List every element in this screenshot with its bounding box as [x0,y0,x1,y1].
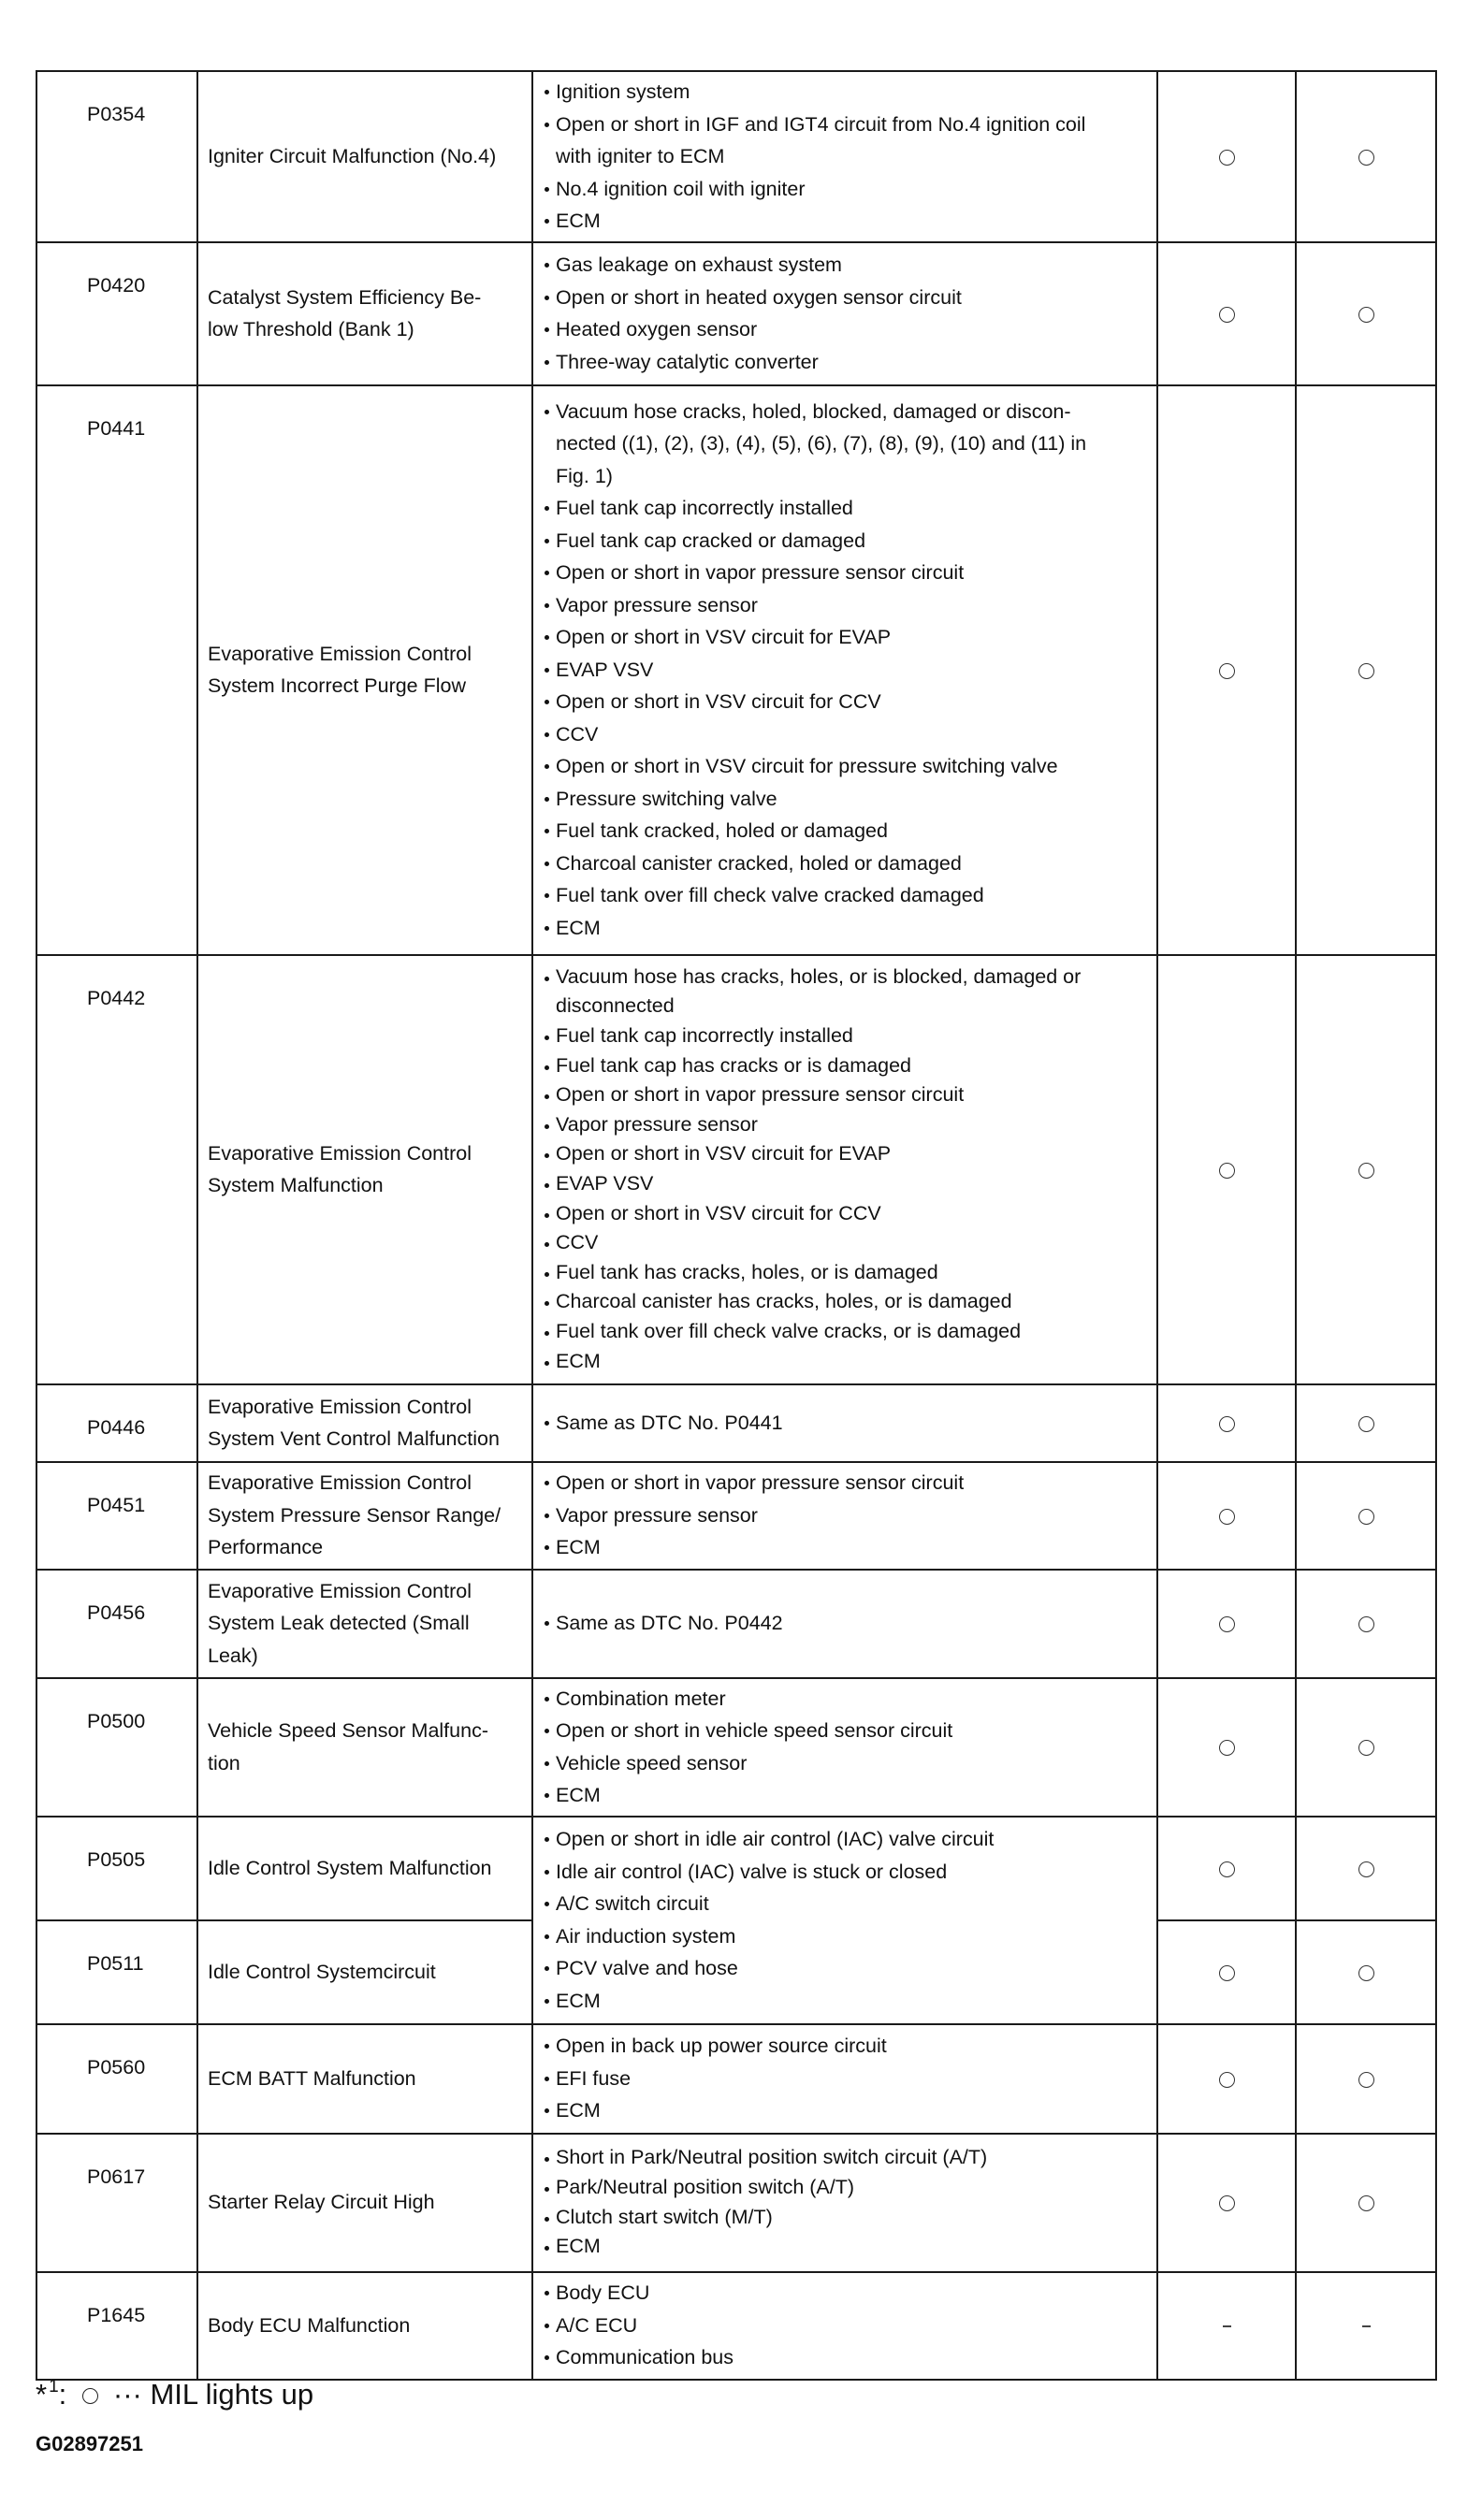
detection-item [197,955,532,1384]
detection-item-text: Starter Relay Circuit High [208,2191,435,2214]
trouble-area-list [543,72,1147,241]
trouble-area-item: ECM [543,1779,1147,1812]
circle-icon [1219,663,1235,679]
trouble-area-item: EVAP VSV [543,1169,1147,1199]
trouble-area-item: ECM [543,205,1147,238]
memory-indicator [1296,2272,1436,2380]
dtc-code: P1645 [36,2272,197,2380]
dtc-row-p0451 [36,1462,1436,1570]
dtc-row-p0441 [36,385,1436,955]
dtc-table-body [36,71,1436,2380]
trouble-area-shared [532,1817,1157,2024]
circle-icon [1358,2072,1374,2088]
trouble-area-item: Open in back up power source circuit [543,2030,1147,2063]
trouble-area-item: Fuel tank cracked, holed or damaged [543,815,1147,847]
circle-icon [1358,1416,1374,1432]
detection-item-text: Idle Control Systemcircuit [208,1960,436,1983]
trouble-area-item: Three-way catalytic converter [543,346,1147,379]
circle-icon [1358,1163,1374,1179]
trouble-area [532,1384,1157,1462]
dtc-code: P0354 [36,71,197,242]
dtc-row-p0617 [36,2134,1436,2272]
circle-icon [1219,2195,1235,2211]
circle-icon [1219,1861,1235,1877]
circle-icon [1358,307,1374,323]
trouble-area [532,242,1157,385]
trouble-area-item: No.4 ignition coil with igniter [543,173,1147,206]
trouble-area-list [543,1603,1147,1644]
detection-item [197,1384,532,1462]
circle-icon [1219,1616,1235,1632]
dtc-code: P0446 [36,1384,197,1462]
memory-indicator [1296,385,1436,955]
trouble-area-list [543,959,1147,1380]
dtc-code: P0420 [36,242,197,385]
dtc-code: P0442 [36,955,197,1384]
trouble-area-item: Ignition system [543,76,1147,109]
trouble-area-item: Open or short in VSV circuit for pressure switching valve [543,750,1147,783]
circle-icon [1358,1509,1374,1525]
mil-indicator [1157,2024,1296,2134]
trouble-area-item: Communication bus [543,2341,1147,2374]
circle-icon [1219,2072,1235,2088]
detection-item-text: Evaporative Emission Control System Incorrect Purge Flow [208,642,472,697]
trouble-area-item: Open or short in IGF and IGT4 circuit from No.4 ignition coil with igniter to ECM [543,109,1147,173]
detection-item [197,71,532,242]
trouble-area-item: Idle air control (IAC) valve is stuck or closed [543,1856,1147,1889]
detection-item [197,242,532,385]
trouble-area-item: ECM [543,2094,1147,2127]
detection-item [197,2272,532,2380]
trouble-area-item: Fuel tank has cracks, holes, or is damaged [543,1258,1147,1288]
figure-id: G02897251 [36,2432,143,2455]
trouble-area-list [543,1403,1147,1443]
trouble-area-item: Open or short in vapor pressure sensor circuit [543,1080,1147,1110]
trouble-area-item: Air induction system [543,1920,1147,1953]
footnote-text: ··· MIL lights up [112,2378,314,2411]
trouble-area-item: ECM [543,1985,1147,2018]
trouble-area-list [543,2139,1147,2265]
trouble-area-item: Vehicle speed sensor [543,1747,1147,1780]
trouble-area-item: Same as DTC No. P0442 [543,1607,1147,1640]
mil-indicator [1157,955,1296,1384]
circle-icon [1219,1416,1235,1432]
dtc-code: P0505 [36,1817,197,1920]
circle-icon [1219,1509,1235,1525]
dtc-row-p0505 [36,1817,1436,1920]
trouble-area-item: ECM [543,1531,1147,1564]
detection-item-text: Igniter Circuit Malfunction (No.4) [208,145,497,167]
dtc-code: P0511 [36,1920,197,2024]
dtc-code: P0441 [36,385,197,955]
detection-item [197,1920,532,2024]
trouble-area-item: CCV [543,718,1147,751]
trouble-area-item: Open or short in VSV circuit for EVAP [543,1139,1147,1169]
circle-icon [1358,2195,1374,2211]
footnote [36,2368,313,2413]
circle-icon [82,2388,98,2404]
trouble-area-item: Open or short in vapor pressure sensor circuit [543,557,1147,589]
mil-indicator [1157,1570,1296,1678]
trouble-area-list [543,2026,1147,2131]
circle-icon [1358,1965,1374,1981]
trouble-area-item: Clutch start switch (M/T) [543,2203,1147,2233]
detection-item-text: Evaporative Emission Control System Malfunction [208,1141,472,1196]
trouble-area-list [543,245,1147,382]
trouble-area-item: CCV [543,1228,1147,1258]
footnote-number: 1 [49,2377,59,2397]
circle-icon [1358,1740,1374,1756]
trouble-area [532,1462,1157,1570]
detection-item [197,2024,532,2134]
trouble-area-item: Same as DTC No. P0441 [543,1407,1147,1440]
trouble-area-item: ECM [543,912,1147,945]
trouble-area-item: Body ECU [543,2277,1147,2310]
mil-indicator [1157,2134,1296,2272]
trouble-area-list [543,1463,1147,1568]
trouble-area [532,71,1157,242]
memory-indicator [1296,242,1436,385]
circle-icon [1219,1163,1235,1179]
trouble-area-item: PCV valve and hose [543,1952,1147,1985]
trouble-area-item: Open or short in idle air control (IAC) valve circuit [543,1823,1147,1856]
trouble-area [532,1678,1157,1817]
detection-item [197,385,532,955]
trouble-area-item: EFI fuse [543,2063,1147,2095]
trouble-area-list [543,392,1147,949]
dtc-row-p0442 [36,955,1436,1384]
dtc-row-p0446 [36,1384,1436,1462]
circle-icon [1358,1616,1374,1632]
trouble-area-item: Combination meter [543,1683,1147,1716]
trouble-area-list [543,1679,1147,1816]
mil-indicator [1157,1462,1296,1570]
trouble-area-item: Park/Neutral position switch (A/T) [543,2173,1147,2203]
memory-indicator [1296,1570,1436,1678]
mil-indicator [1157,385,1296,955]
trouble-area-item: Short in Park/Neutral position switch circuit (A/T) [543,2143,1147,2173]
detection-item [197,1462,532,1570]
mil-indicator [1157,2272,1296,2380]
detection-item [197,1678,532,1817]
circle-icon [1358,663,1374,679]
trouble-area-list [543,2273,1147,2378]
dash-icon [1362,2325,1371,2327]
trouble-area-item: A/C ECU [543,2310,1147,2342]
trouble-area-item: Pressure switching valve [543,783,1147,816]
trouble-area-item: ECM [543,1347,1147,1377]
memory-indicator [1296,1817,1436,1920]
dtc-code: P0500 [36,1678,197,1817]
mil-indicator [1157,1817,1296,1920]
circle-icon [1219,1965,1235,1981]
trouble-area-item: Open or short in heated oxygen sensor circuit [543,282,1147,314]
circle-icon [1219,150,1235,166]
memory-indicator [1296,2134,1436,2272]
trouble-area [532,2024,1157,2134]
trouble-area-item: Fuel tank cap has cracks or is damaged [543,1051,1147,1081]
memory-indicator [1296,1384,1436,1462]
trouble-area [532,385,1157,955]
trouble-area-item: EVAP VSV [543,654,1147,687]
detection-item-text: Evaporative Emission Control System Leak detected (Small Leak) [208,1579,472,1667]
trouble-area-item: Fuel tank cap cracked or damaged [543,525,1147,558]
trouble-area-item: Open or short in vehicle speed sensor circuit [543,1715,1147,1747]
dtc-code: P0560 [36,2024,197,2134]
trouble-area-item: Charcoal canister cracked, holed or damaged [543,847,1147,880]
trouble-area-item: Charcoal canister has cracks, holes, or is damaged [543,1287,1147,1317]
dtc-table [36,70,1437,2381]
detection-item-text: Vehicle Speed Sensor Malfunc- tion [208,1719,488,1774]
detection-item-text: Idle Control System Malfunction [208,1856,492,1879]
dtc-row-p0456 [36,1570,1436,1678]
dtc-row-p1645 [36,2272,1436,2380]
dtc-code: P0456 [36,1570,197,1678]
trouble-area-list [543,1819,1147,2020]
detection-item [197,2134,532,2272]
trouble-area-item: A/C switch circuit [543,1888,1147,1920]
dtc-row-p0500 [36,1678,1436,1817]
circle-icon [1358,1861,1374,1877]
circle-icon [1219,1740,1235,1756]
trouble-area-item: Fuel tank cap incorrectly installed [543,1021,1147,1051]
trouble-area-item: Vacuum hose has cracks, holes, or is blocked, damaged or disconnected [543,963,1147,1021]
mil-indicator [1157,71,1296,242]
trouble-area-item: Vapor pressure sensor [543,589,1147,622]
dtc-code: P0451 [36,1462,197,1570]
detection-item [197,1570,532,1678]
dash-icon [1223,2325,1231,2327]
trouble-area-item: Open or short in VSV circuit for CCV [543,686,1147,718]
detection-item-text: Evaporative Emission Control System Vent Control Malfunction [208,1395,500,1450]
circle-icon [1358,150,1374,166]
trouble-area-item: Open or short in VSV circuit for CCV [543,1199,1147,1229]
trouble-area-item: Vapor pressure sensor [543,1499,1147,1532]
trouble-area-item: Fuel tank cap incorrectly installed [543,492,1147,525]
detection-item-text: Catalyst System Efficiency Be- low Threshold (Bank 1) [208,285,482,340]
detection-item-text: Evaporative Emission Control System Pressure Sensor Range/ Performance [208,1471,501,1559]
trouble-area-item: Vacuum hose cracks, holed, blocked, damaged or discon- nected ((1), (2), (3), (4), (5), (6), (7), (8), (9), (10) and (11) in Fig. 1) [543,396,1147,493]
dtc-row-p0354 [36,71,1436,242]
memory-indicator [1296,955,1436,1384]
trouble-area-item: Gas leakage on exhaust system [543,249,1147,282]
memory-indicator [1296,71,1436,242]
trouble-area-item: Fuel tank over fill check valve cracked damaged [543,879,1147,912]
mil-indicator [1157,1384,1296,1462]
circle-icon [1219,307,1235,323]
dtc-row-p0560 [36,2024,1436,2134]
memory-indicator [1296,1462,1436,1570]
trouble-area-item: Vapor pressure sensor [543,1110,1147,1140]
trouble-area [532,955,1157,1384]
trouble-area [532,1570,1157,1678]
detection-item-text: Body ECU Malfunction [208,2313,411,2337]
trouble-area [532,2134,1157,2272]
trouble-area-item: Open or short in VSV circuit for EVAP [543,621,1147,654]
dtc-code: P0617 [36,2134,197,2272]
trouble-area-item: Fuel tank over fill check valve cracks, or is damaged [543,1317,1147,1347]
detection-item-text: ECM BATT Malfunction [208,2066,416,2090]
trouble-area [532,2272,1157,2380]
trouble-area-item: Open or short in vapor pressure sensor circuit [543,1467,1147,1499]
trouble-area-item: Heated oxygen sensor [543,313,1147,346]
detection-item [197,1817,532,1920]
mil-indicator [1157,1678,1296,1817]
footnote-marker: * [36,2378,48,2411]
memory-indicator [1296,2024,1436,2134]
mil-indicator [1157,1920,1296,2024]
trouble-area-item: ECM [543,2232,1147,2262]
footnote-colon: : [58,2378,67,2411]
mil-indicator [1157,242,1296,385]
dtc-row-p0420 [36,242,1436,385]
memory-indicator [1296,1920,1436,2024]
memory-indicator [1296,1678,1436,1817]
